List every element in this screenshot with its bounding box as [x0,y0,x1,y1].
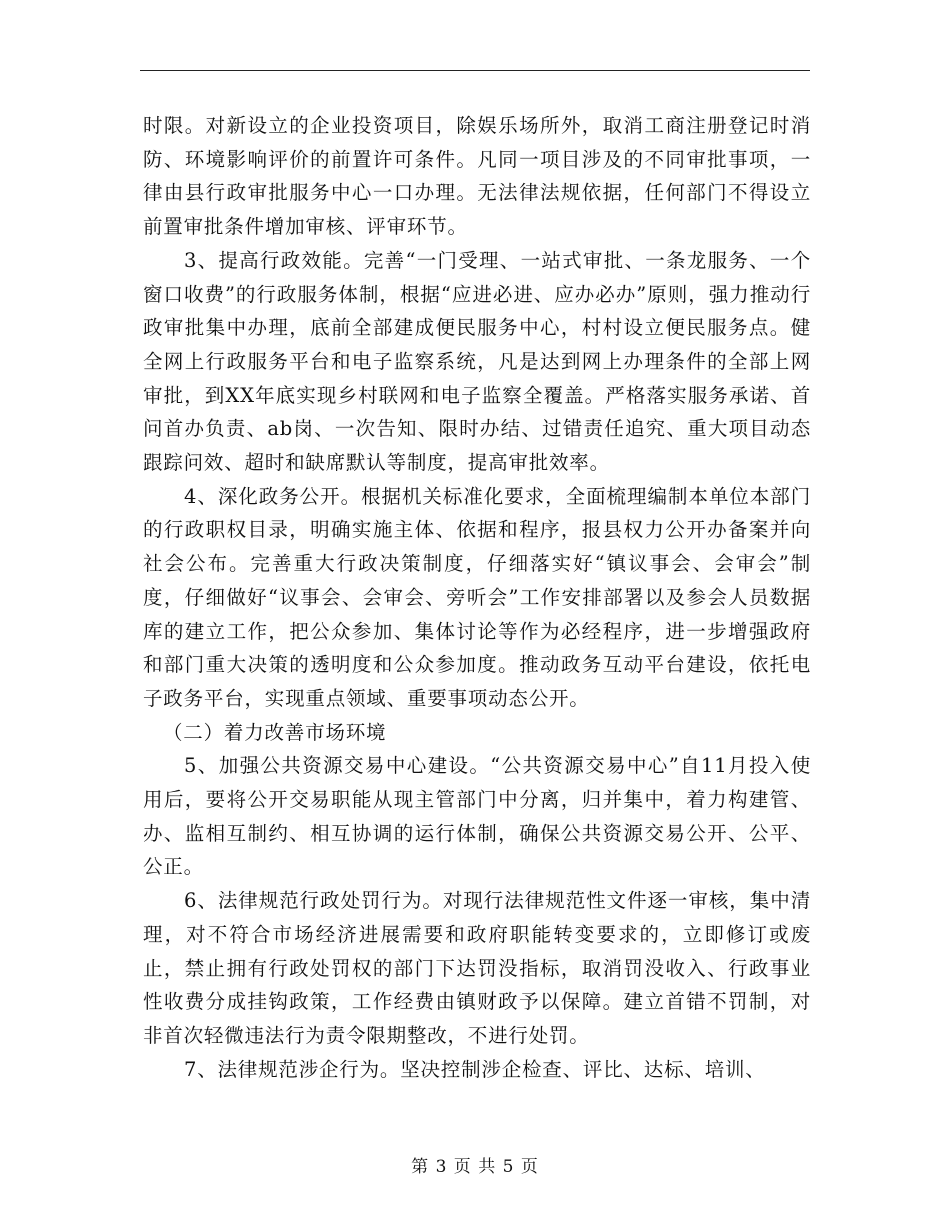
paragraph-continuation: 时限。对新设立的企业投资项目，除娱乐场所外，取消工商注册登记时消防、环境影响评价的前置许可条件。凡同一项目涉及的不同审批事项，一律由县行政审批服务中心一口办理。无法律法规依据，任何部门不得设立前置审批条件增加审核、评审环节。 [143,114,811,239]
page-footer [0,1152,950,1177]
paragraph-item-3: 3、提高行政效能。完善“一门受理、一站式审批、一条龙服务、一个窗口收费”的行政服务体制，根据“应进必进、应办必办”原则，强力推动行政审批集中办理，底前全部建成便民服务中心，村村设立便民服务点。健全网上行政服务平台和电子监察系统，凡是达到网上办理条件的全部上网审批，到XX年底实现乡村联网和电子监察全覆盖。严格落实服务承诺、首问首办负责、ab岗、一次告知、限时办结、过错责任追究、重大项目动态跟踪问效、超时和缺席默认等制度，提高审批效率。 [143,248,811,475]
paragraph-item-4: 4、深化政务公开。根据机关标准化要求，全面梳理编制本单位本部门的行政职权目录，明确实施主体、依据和程序，报县权力公开办备案并向社会公布。完善重大行政决策制度，仔细落实好“镇议事会、会审会”制度，仔细做好“议事会、会审会、旁听会”工作安排部署以及参会人员数据库的建立工作，把公众参加、集体讨论等作为必经程序，进一步增强政府和部门重大决策的透明度和公众参加度。推动政务互动平台建设，依托电子政务平台，实现重点领域、重要事项动态公开。 [143,484,811,710]
section-heading: （二）着力改善市场环境 [163,720,387,744]
page-number-label: 第 3 页 共 5 页 [411,1157,539,1177]
paragraph-item-6: 6、法律规范行政处罚行为。对现行法律规范性文件逐一审核，集中清理，对不符合市场经济进展需要和政府职能转变要求的，立即修订或废止，禁止拥有行政处罚权的部门下达罚没指标，取消罚没收入、行政事业性收费分成挂钩政策，工作经费由镇财政予以保障。建立首错不罚制，对非首次轻微违法行为责令限期整改，不进行处罚。 [143,889,811,1047]
header-rule [140,70,810,71]
page-body [143,109,811,1086]
paragraph-item-7: 7、法律规范涉企行为。坚决控制涉企检查、评比、达标、培训、 [184,1057,766,1081]
paragraph-item-5: 5、加强公共资源交易中心建设。“公共资源交易中心”自11月投入使用后，要将公开交易职能从现主管部门中分离，归并集中，着力构建管、办、监相互制约、相互协调的运行体制，确保公共资源交易公开、公平、公正。 [143,754,811,879]
